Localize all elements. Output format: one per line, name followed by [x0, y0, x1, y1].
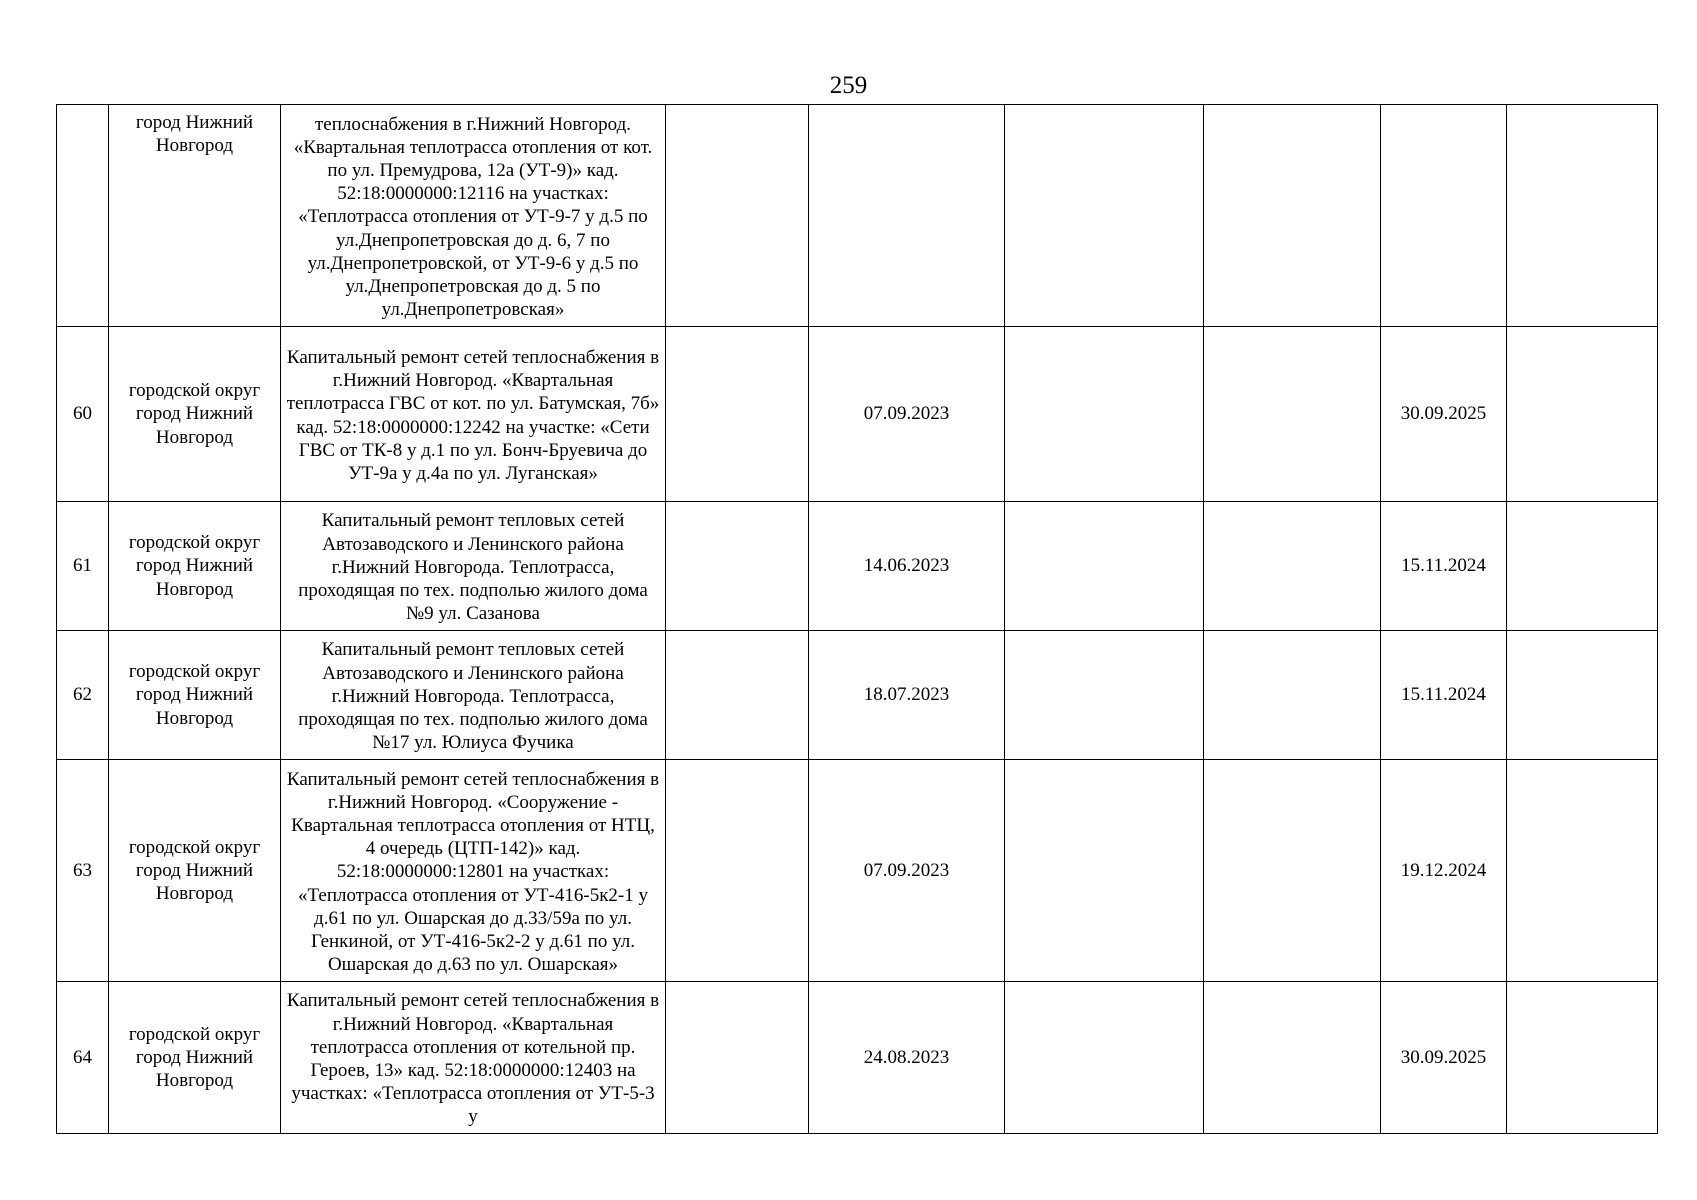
- table-row: [57, 502, 1658, 631]
- col7-cell: [1204, 631, 1381, 760]
- end-date-cell: 30.09.2025: [1381, 982, 1507, 1134]
- row-number: 60: [57, 327, 109, 502]
- col4-cell: [666, 760, 809, 982]
- description-cell: Капитальный ремонт сетей теплоснабжения в г.Нижний Новгород. «Квартальная теплотрасса ГВС от кот. по ул. Батумская, 7б» кад. 52:18:0000000:12242 на участке: «Сети ГВС от ТК-8 у д.1 по ул. Бонч-Бруевича до УТ-9а у д.4а по ул. Луганская»: [281, 327, 666, 502]
- description-cell: Капитальный ремонт тепловых сетей Автозаводского и Ленинского района г.Нижний Новгорода. Теплотрасса, проходящая по тех. подполью жилого дома №17 ул. Юлиуса Фучика: [281, 631, 666, 760]
- col9-cell: [1507, 105, 1658, 327]
- col4-cell: [666, 105, 809, 327]
- end-date-cell: 15.11.2024: [1381, 631, 1507, 760]
- row-number: 64: [57, 982, 109, 1134]
- territory-cell: городской округ город Нижний Новгород: [109, 502, 281, 631]
- territory-cell: город Нижний Новгород: [109, 105, 281, 327]
- col7-cell: [1204, 760, 1381, 982]
- table-row: [57, 105, 1658, 327]
- col7-cell: [1204, 105, 1381, 327]
- territory-cell: городской округ город Нижний Новгород: [109, 982, 281, 1134]
- end-date-cell: 15.11.2024: [1381, 502, 1507, 631]
- col6-cell: [1005, 502, 1204, 631]
- table-row: [57, 982, 1658, 1134]
- start-date-cell: 07.09.2023: [809, 760, 1005, 982]
- description-cell: Капитальный ремонт сетей теплоснабжения в г.Нижний Новгород. «Сооружение - Квартальная теплотрасса отопления от НТЦ, 4 очередь (ЦТП-142)» кад. 52:18:0000000:12801 на участках: «Теплотрасса отопления от УТ-416-5к2-1 у д.61 по ул. Ошарская до д.33/59а по ул. Генкиной, от УТ-416-5к2-2 у д.61 по ул. Ошарская до д.63 по ул. Ошарская»: [281, 760, 666, 982]
- col6-cell: [1005, 631, 1204, 760]
- start-date-cell: 14.06.2023: [809, 502, 1005, 631]
- row-number: 61: [57, 502, 109, 631]
- description-cell: теплоснабжения в г.Нижний Новгород. «Квартальная теплотрасса отопления от кот. по ул. Премудрова, 12а (УТ-9)» кад. 52:18:0000000:12116 на участках: «Теплотрасса отопления от УТ-9-7 у д.5 по ул.Днепропетровская до д. 6, 7 по ул.Днепропетровской, от УТ-9-6 у д.5 по ул.Днепропетровская до д. 5 по ул.Днепропетровская»: [281, 105, 666, 327]
- col9-cell: [1507, 982, 1658, 1134]
- page-number: 259: [829, 72, 868, 99]
- start-date-cell: [809, 105, 1005, 327]
- row-number: 62: [57, 631, 109, 760]
- col9-cell: [1507, 760, 1658, 982]
- col6-cell: [1005, 982, 1204, 1134]
- table-row: [57, 760, 1658, 982]
- col4-cell: [666, 631, 809, 760]
- start-date-cell: 18.07.2023: [809, 631, 1005, 760]
- col9-cell: [1507, 631, 1658, 760]
- col9-cell: [1507, 502, 1658, 631]
- row-number: 63: [57, 760, 109, 982]
- col6-cell: [1005, 105, 1204, 327]
- col7-cell: [1204, 502, 1381, 631]
- table-row: [57, 327, 1658, 502]
- col4-cell: [666, 982, 809, 1134]
- territory-cell: городской округ город Нижний Новгород: [109, 760, 281, 982]
- row-number: [57, 105, 109, 327]
- start-date-cell: 24.08.2023: [809, 982, 1005, 1134]
- territory-cell: городской округ город Нижний Новгород: [109, 631, 281, 760]
- description-cell: Капитальный ремонт сетей теплоснабжения в г.Нижний Новгород. «Квартальная теплотрасса отопления от котельной пр. Героев, 13» кад. 52:18:0000000:12403 на участках: «Теплотрасса отопления от УТ-5-3 у: [281, 982, 666, 1134]
- end-date-cell: 19.12.2024: [1381, 760, 1507, 982]
- col7-cell: [1204, 327, 1381, 502]
- col4-cell: [666, 502, 809, 631]
- col6-cell: [1005, 327, 1204, 502]
- col7-cell: [1204, 982, 1381, 1134]
- col6-cell: [1005, 760, 1204, 982]
- description-cell: Капитальный ремонт тепловых сетей Автозаводского и Ленинского района г.Нижний Новгорода. Теплотрасса, проходящая по тех. подполью жилого дома №9 ул. Сазанова: [281, 502, 666, 631]
- end-date-cell: [1381, 105, 1507, 327]
- end-date-cell: 30.09.2025: [1381, 327, 1507, 502]
- territory-cell: городской округ город Нижний Новгород: [109, 327, 281, 502]
- start-date-cell: 07.09.2023: [809, 327, 1005, 502]
- table-row: [57, 631, 1658, 760]
- col4-cell: [666, 327, 809, 502]
- registry-table: [56, 104, 1658, 1134]
- col9-cell: [1507, 327, 1658, 502]
